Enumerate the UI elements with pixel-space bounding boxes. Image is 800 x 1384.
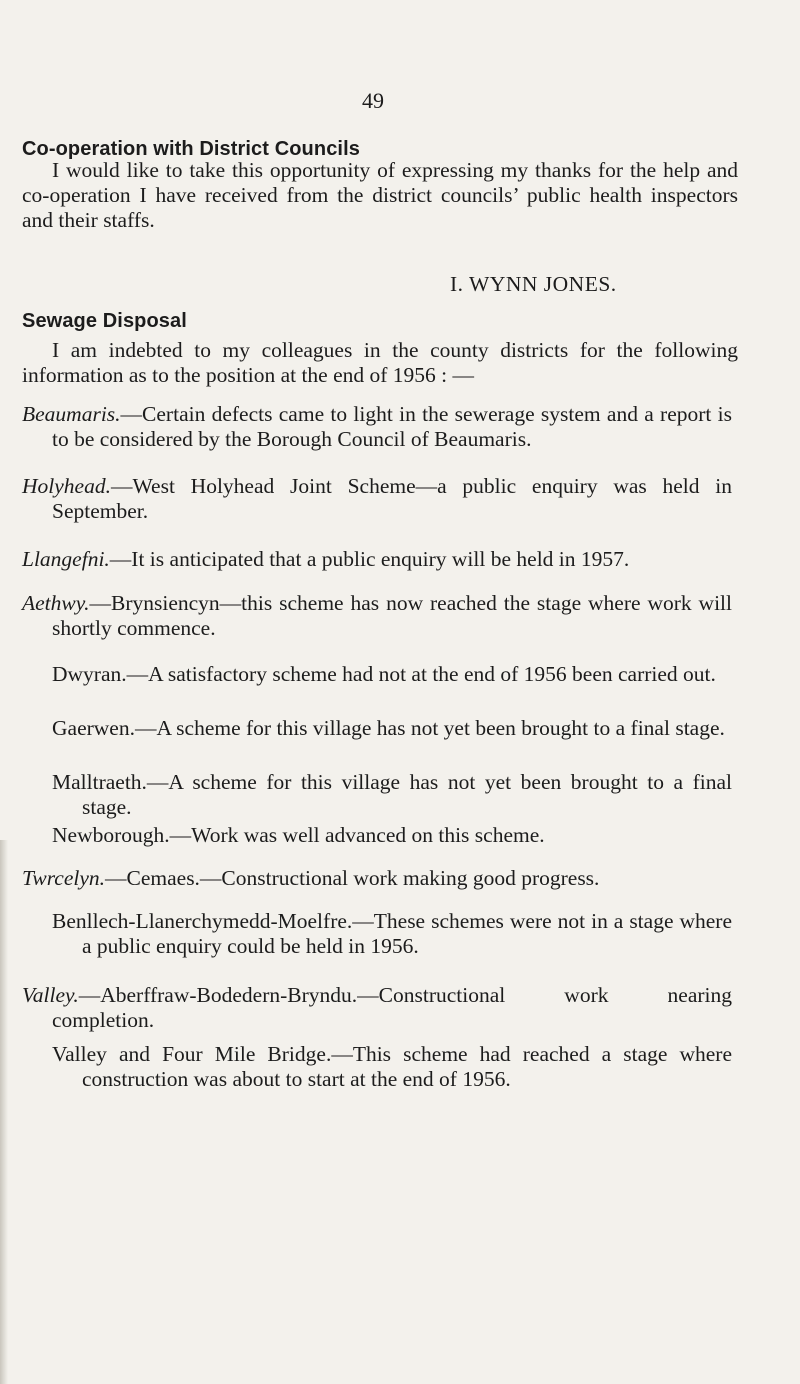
place-name: Valley.: [22, 983, 79, 1007]
place-name: Aethwy.: [22, 591, 90, 615]
cooperation-paragraph: I would like to take this opportunity of expressing my thanks for the help and co-operation I have received from the district councils’ public health inspectors and their staffs.: [22, 158, 738, 232]
place-name: Llangefni.: [22, 547, 110, 571]
section-heading-cooperation: Co-operation with District Councils: [22, 138, 360, 160]
entry-llangefni: [22, 547, 732, 572]
place-name: Twrcelyn.: [22, 866, 105, 890]
entry-text: —Cemaes.—Constructional work making good progress.: [105, 866, 600, 890]
entry-newborough: Newborough.—Work was well advanced on this scheme.: [52, 823, 545, 847]
entry-aethwy: [22, 591, 732, 641]
entry-text: —Brynsiencyn—this scheme has now reached the stage where work will shortly commence.: [52, 591, 732, 640]
entry-text: —It is anticipated that a public enquiry will be held in 1957.: [109, 547, 630, 571]
entry-benllech: Benllech-Llanerchymedd-Moelfre.—These schemes were not in a stage where a public enquiry could be held in 1956.: [52, 909, 732, 958]
place-name: Beaumaris.: [22, 402, 121, 426]
page-number: 49: [362, 88, 384, 113]
sewage-intro-paragraph: I am indebted to my colleagues in the county districts for the following information as to the position at the end of 1956 : —: [22, 338, 738, 387]
place-name: Holyhead.: [22, 474, 111, 498]
entry-text: —Aberffraw-Bodedern-Bryndu.—Constructional work nearing completion.: [52, 983, 732, 1032]
entry-valley-four-mile-bridge: Valley and Four Mile Bridge.—This scheme had reached a stage where construction was about to start at the end of 1956.: [52, 1042, 732, 1091]
section-heading-sewage: Sewage Disposal: [22, 310, 187, 332]
entry-gaerwen: Gaerwen.—A scheme for this village has not yet been brought to a final stage.: [52, 716, 725, 740]
entry-malltraeth: Malltraeth.—A scheme for this village has not yet been brought to a final stage.: [52, 770, 732, 819]
entry-valley: [22, 983, 732, 1033]
signature: I. WYNN JONES.: [450, 272, 617, 296]
entry-text: —West Holyhead Joint Scheme—a public enquiry was held in September.: [52, 474, 732, 523]
entry-twrcelyn: [22, 866, 732, 891]
entry-text: —Certain defects came to light in the sewerage system and a report is to be considered by the Borough Council of Beaumaris.: [52, 402, 732, 451]
entry-dwyran: Dwyran.—A satisfactory scheme had not at the end of 1956 been carried out.: [52, 662, 716, 686]
entry-beaumaris: [22, 402, 732, 452]
page-edge-shadow: [0, 840, 8, 1384]
entry-holyhead: [22, 474, 732, 524]
